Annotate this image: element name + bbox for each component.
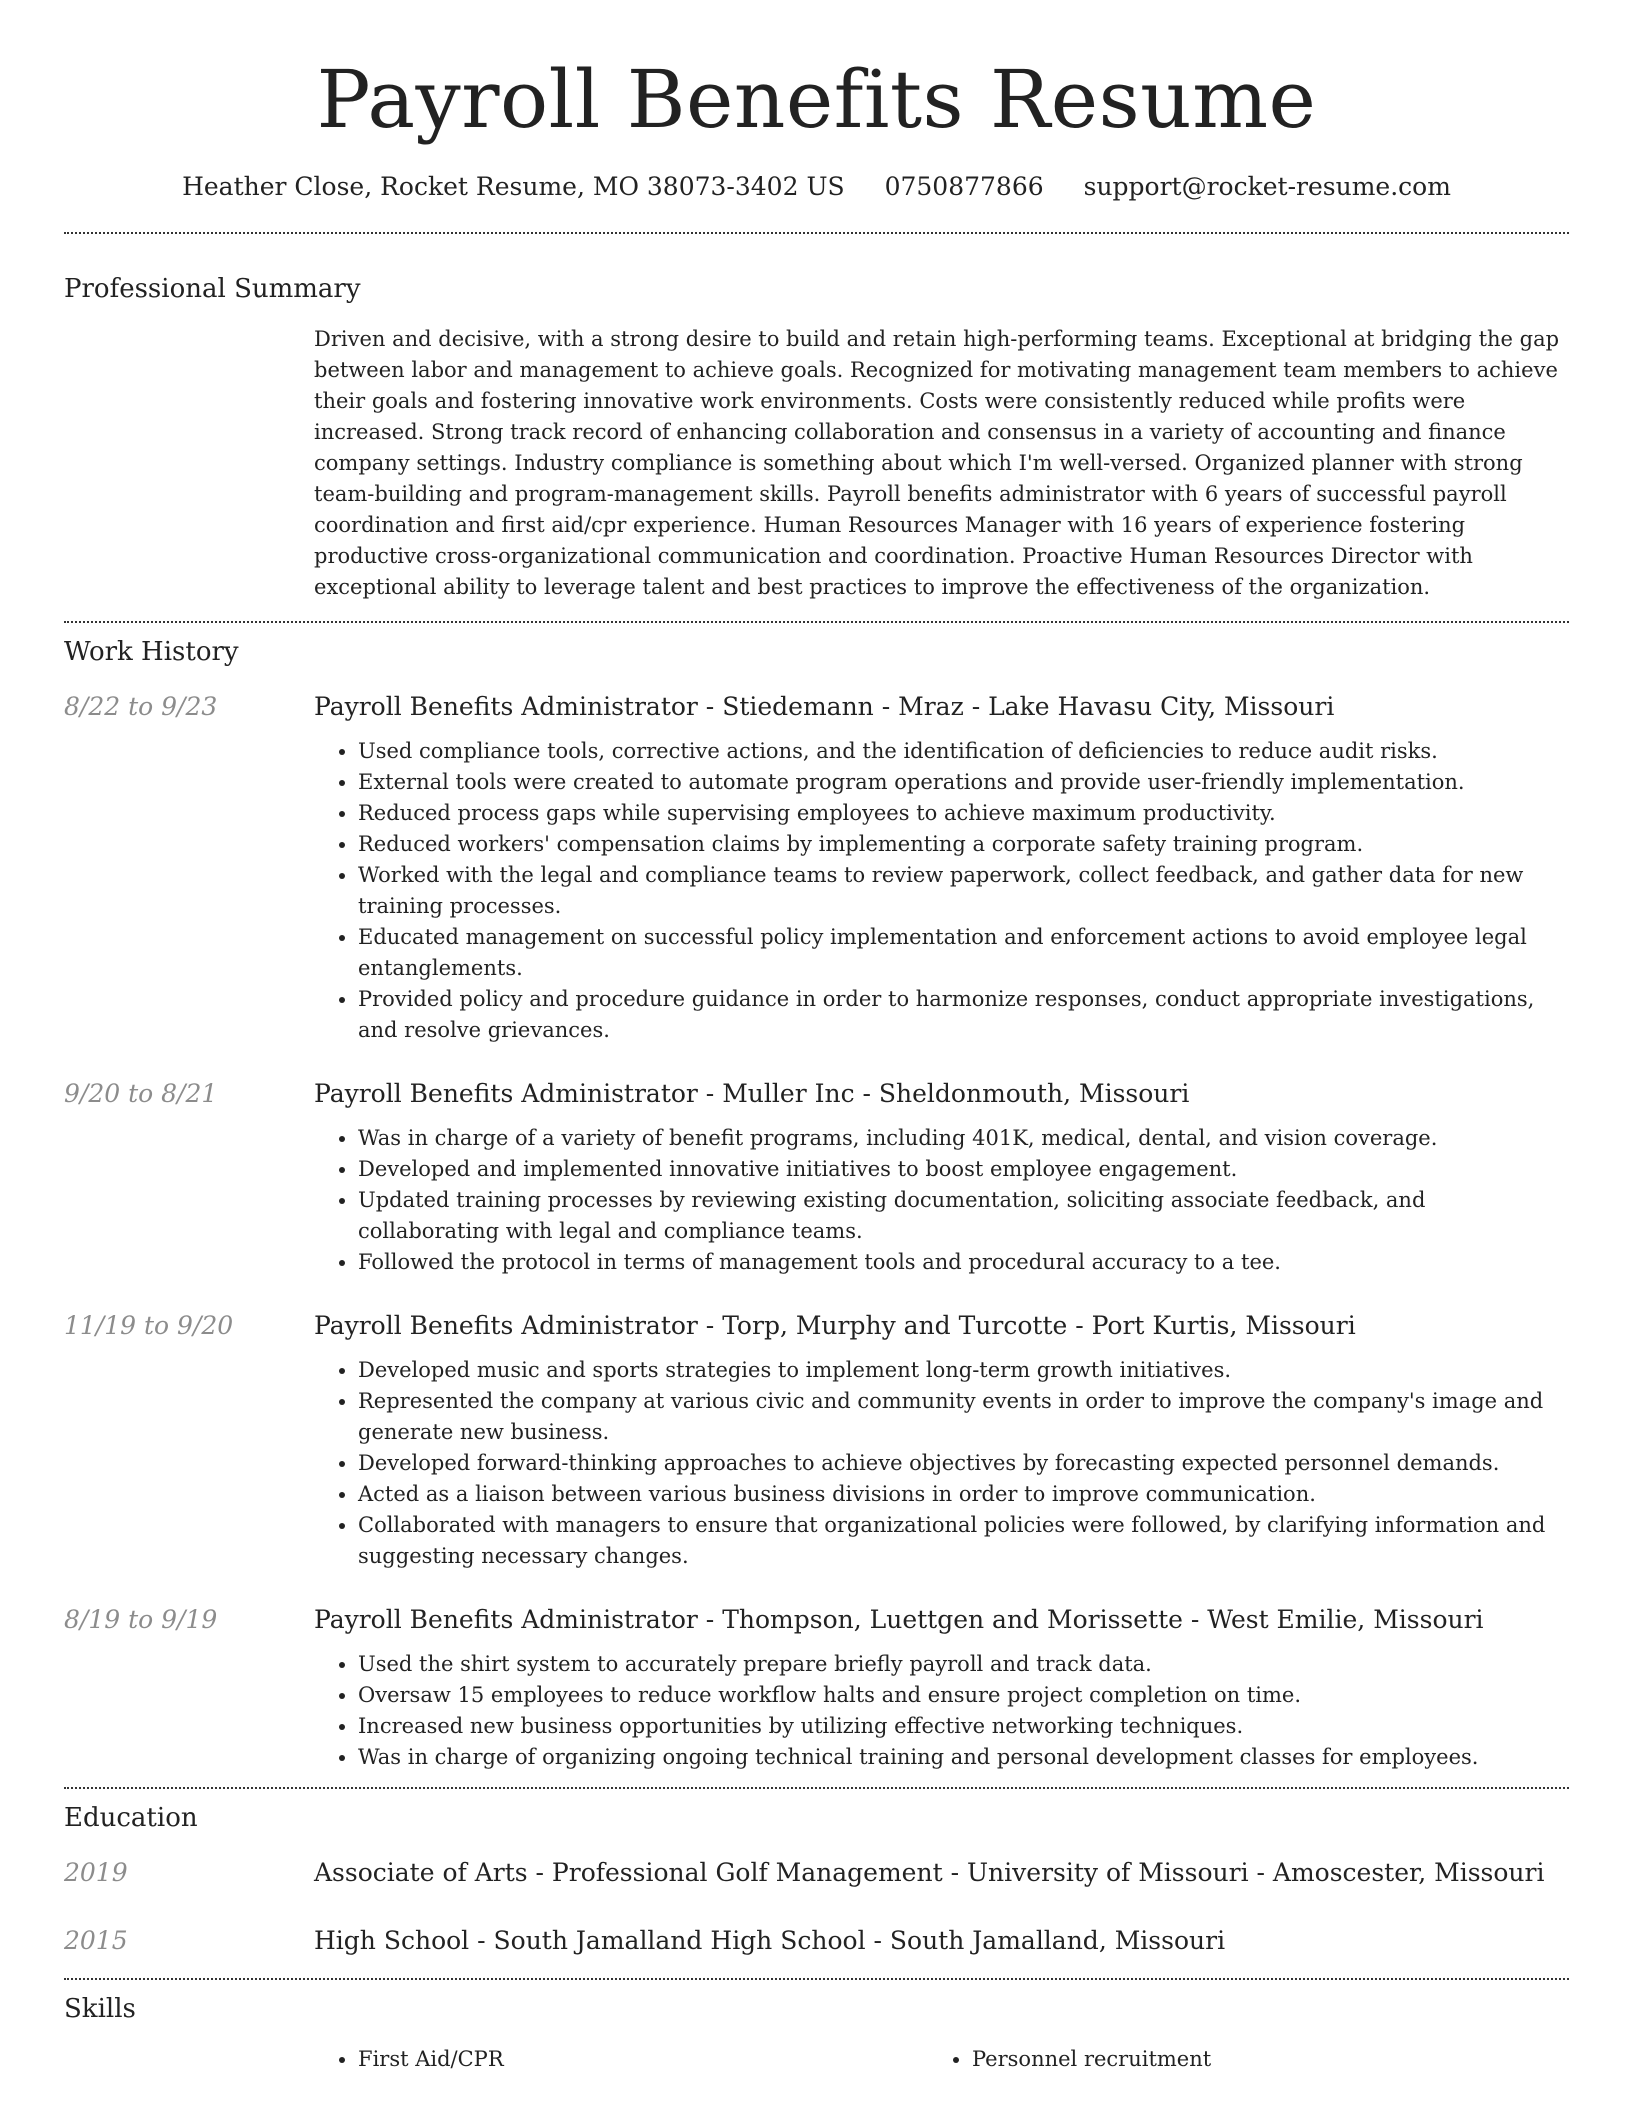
education-line (314, 1924, 1569, 1958)
job-bullets (314, 736, 1569, 1046)
education-list (64, 1856, 1569, 1958)
job-entry (64, 1077, 1569, 1278)
education-year: 2015 (64, 1926, 128, 1955)
job-body (314, 1309, 1569, 1572)
job-entry (64, 690, 1569, 1046)
skill-item: • First Aid/CPR (358, 2044, 928, 2075)
education-degree: High School (314, 1926, 470, 1955)
job-bullet: • Worked with the legal and compliance teams to review paperwork, collect feedback, and gather data for new training processes. (358, 860, 1569, 922)
work-history-section (64, 635, 1569, 1773)
job-list (64, 690, 1569, 1773)
summary-text: Driven and decisive, with a strong desire to build and retain high-performing teams. Exceptional at bridging the gap between labor and management to achieve goals. Recognized for motivating management team members to achieve their goals and fostering innovative work environments. Costs were consistently reduced while profits were increased. Strong track record of enhancing collaboration and consensus in a variety of accounting and finance company settings. Industry compliance is something about which I'm well-versed. Organized planner with strong team-building and program-management skills. Payroll benefits administrator with 6 years of successful payroll coordination and first aid/cpr experience. Human Resources Manager with 16 years of experience fostering productive cross-organizational communication and coordination. Proactive Human Resources Director with exceptional ability to leverage talent and best practices to improve the effectiveness of the organization. (314, 327, 1560, 599)
contact-phone: 0750877866 (884, 172, 1044, 201)
job-bullet: • Provided policy and procedure guidance in order to harmonize responses, conduct appropriate investigations, and resolve grievances. (358, 984, 1569, 1046)
job-bullet: • Followed the protocol in terms of management tools and procedural accuracy to a tee. (358, 1247, 1569, 1278)
section-divider (64, 1787, 1569, 1789)
summary-heading: Professional Summary (64, 274, 361, 304)
education-heading: Education (64, 1803, 198, 1833)
job-bullets (314, 1649, 1569, 1773)
job-dates: 8/19 to 9/19 (64, 1605, 218, 1634)
education-section (64, 1801, 1569, 1958)
job-bullet: • Used the shirt system to accurately prepare briefly payroll and track data. (358, 1649, 1569, 1680)
work-history-heading: Work History (64, 637, 239, 667)
job-entry (64, 1603, 1569, 1773)
job-bullets (314, 1123, 1569, 1278)
job-bullet: • Updated training processes by reviewing existing documentation, soliciting associate feedback, and collaborating with legal and compliance teams. (358, 1185, 1569, 1247)
job-body (314, 1603, 1569, 1773)
job-bullet: • Oversaw 15 employees to reduce workflow halts and ensure project completion on time. (358, 1680, 1569, 1711)
section-divider (64, 232, 1569, 234)
education-entry (64, 1856, 1569, 1890)
job-bullet: • Increased new business opportunities by utilizing effective networking techniques. (358, 1711, 1569, 1742)
job-bullet: • Was in charge of a variety of benefit programs, including 401K, medical, dental, and vision coverage. (358, 1123, 1569, 1154)
education-entry (64, 1924, 1569, 1958)
section-divider (64, 1978, 1569, 1980)
job-bullet: • External tools were created to automate program operations and provide user-friendly implementation. (358, 767, 1569, 798)
job-title: Payroll Benefits Administrator - Torp, Murphy and Turcotte - Port Kurtis, Missouri (314, 1311, 1356, 1340)
job-entry (64, 1309, 1569, 1572)
skill-item: • Personnel recruitment (972, 2044, 1542, 2075)
skills-column-right (928, 2044, 1542, 2075)
job-title: Payroll Benefits Administrator - Thompson, Luettgen and Morissette - West Emilie, Missouri (314, 1605, 1484, 1634)
job-bullet: • Was in charge of organizing ongoing technical training and personal development classes for employees. (358, 1742, 1569, 1773)
resume-title: Payroll Benefits Resume (316, 53, 1317, 146)
job-bullet: • Developed forward-thinking approaches to achieve objectives by forecasting expected personnel demands. (358, 1448, 1569, 1479)
education-details: - University of Missouri - Amoscester, Missouri (942, 1858, 1545, 1887)
education-details: - South Jamalland High School - South Jamalland, Missouri (469, 1926, 1226, 1955)
job-bullet: • Reduced workers' compensation claims by implementing a corporate safety training program. (358, 829, 1569, 860)
resume-page (64, 0, 1569, 2075)
job-body (314, 1077, 1569, 1278)
job-bullet: • Represented the company at various civic and community events in order to improve the company's image and generate new business. (358, 1386, 1569, 1448)
job-title: Payroll Benefits Administrator - Stiedemann - Mraz - Lake Havasu City, Missouri (314, 692, 1335, 721)
skills-list (314, 2044, 1569, 2075)
skills-heading: Skills (64, 1994, 136, 2024)
skills-column-left (314, 2044, 928, 2075)
job-body (314, 690, 1569, 1046)
job-bullet: • Collaborated with managers to ensure that organizational policies were followed, by clarifying information and suggesting necessary changes. (358, 1510, 1569, 1572)
education-degree: Associate of Arts - Professional Golf Management (314, 1858, 943, 1887)
job-dates: 9/20 to 8/21 (64, 1079, 218, 1108)
contact-address: Heather Close, Rocket Resume, MO 38073-3402 US (182, 172, 845, 201)
job-bullets (314, 1355, 1569, 1572)
job-bullet: • Developed music and sports strategies to implement long-term growth initiatives. (358, 1355, 1569, 1386)
contact-email: support@rocket-resume.com (1083, 172, 1451, 201)
job-bullet: • Acted as a liaison between various business divisions in order to improve communication. (358, 1479, 1569, 1510)
skills-section (64, 1992, 1569, 2075)
job-bullet: • Used compliance tools, corrective actions, and the identification of deficiencies to reduce audit risks. (358, 736, 1569, 767)
job-bullet: • Educated management on successful policy implementation and enforcement actions to avoid employee legal entanglements. (358, 922, 1569, 984)
job-dates: 8/22 to 9/23 (64, 692, 218, 721)
job-title: Payroll Benefits Administrator - Muller Inc - Sheldonmouth, Missouri (314, 1079, 1190, 1108)
education-line (314, 1856, 1569, 1890)
contact-line (64, 170, 1569, 204)
summary-section (64, 272, 1569, 603)
education-year: 2019 (64, 1858, 128, 1887)
job-bullet: • Reduced process gaps while supervising employees to achieve maximum productivity. (358, 798, 1569, 829)
job-dates: 11/19 to 9/20 (64, 1311, 234, 1340)
section-divider (64, 621, 1569, 623)
job-bullet: • Developed and implemented innovative initiatives to boost employee engagement. (358, 1154, 1569, 1185)
